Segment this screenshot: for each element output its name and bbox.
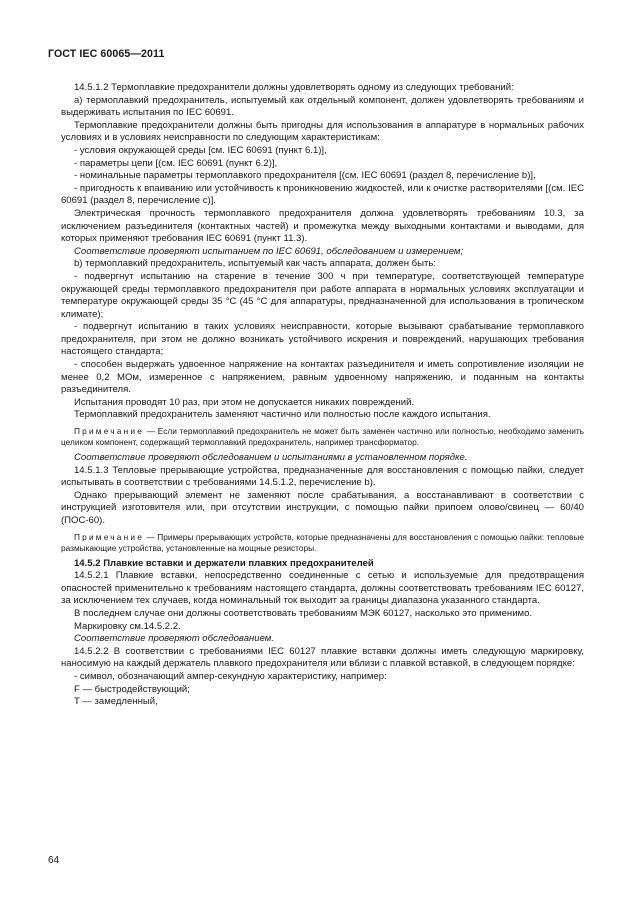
- note-text: — Если термоплавкий предохранитель не может быть заменен частично или полностью, необходимо заменить целиком компонент, содержащий термоплавкий предохранитель, например трансформатор.: [61, 426, 584, 448]
- document-body: [61, 82, 584, 709]
- list-item: - подвергнут испытанию на старение в течение 300 ч при температуре, соответствующей температуре окружающей среды термоплавкого предохранителя при работе аппарата в нормальных условиях эксплуатации и температуре окружающей среды 35 °С (45 °С для аппаратуры, предназначенной для использования в тропическом климате);: [61, 270, 584, 320]
- paragraph: 14.5.1.2 Термоплавкие предохранители должны удовлетворять одному из следующих требований:: [74, 82, 514, 93]
- list-item: - способен выдержать удвоенное напряжение на контактах разъединителя и иметь сопротивление изоляции не менее 0,2 МОм, измеренное с напряжением, равным удвоенному напряжению, и поданным на контакты разъединителя.: [61, 359, 584, 396]
- paragraph: Однако прерывающий элемент не заменяют после срабатывания, а восстанавливают в соответствии с инструкцией изготовителя или, при отсутствии инструкции, с помощью пайки припоем олово/свинец — 60/40 (ПОС-60).: [61, 489, 584, 526]
- compliance-statement: Соответствие проверяют обследованием и испытаниями в установленном порядке.: [74, 452, 468, 464]
- page-number: 64: [48, 855, 60, 866]
- paragraph: а) термоплавкий предохранитель, испытуемый как отдельный компонент, должен удовлетворять требованиям и выдерживать испытания по IEC 60691.: [61, 94, 584, 119]
- paragraph: b) термоплавкий предохранитель, испытуемый как часть аппарата, должен быть:: [74, 258, 436, 270]
- list-item: - подвергнут испытанию в таких условиях неисправности, которые вызывают срабатывание термоплавкого предохранителя, при этом не должно возникать устойчивого искрения и повреждений, нарушающих требования настоящего стандарта;: [61, 321, 584, 358]
- note-text: — Примеры прерывающих устройств, которые предназначены для восстановления с помощью пайки: тепловые размыкающие устройства, установленные на мощные резисторы.: [61, 531, 584, 553]
- list-item: T — замедленный,: [74, 696, 158, 708]
- note: [61, 532, 584, 554]
- paragraph: 14.5.2.2 В соответствии с требованиями IEC 60127 плавкие вставки должны иметь следующую маркировку, наносимую на каждый держатель плавкого предохранителя или вблизи с плавкой вставкой, в следующем порядке:: [61, 645, 584, 670]
- note-label: Примечание: [74, 426, 145, 437]
- list-item: - пригодность к впаиванию или устойчивость к проникновению жидкостей, или к очистке растворителями [(см. IEC 60691 (раздел 8, перечисление с)].: [61, 182, 584, 207]
- note: [61, 426, 584, 448]
- paragraph: Маркировку см.14.5.2.2.: [74, 620, 181, 632]
- section-heading: 14.5.2 Плавкие вставки и держатели плавких предохранителей: [74, 557, 374, 569]
- compliance-statement: Соответствие проверяют испытанием по IEC 60691, обследованием и измерением;: [74, 245, 464, 257]
- paragraph: Испытания проводят 10 раз, при этом не допускается никаких повреждений.: [74, 396, 415, 408]
- paragraph: 14.5.1.3 Тепловые прерывающие устройства, предназначенные для восстановления с помощью пайки, следует испытывать в соответствии с требованиями 14.5.1.2, перечисление b).: [61, 464, 584, 489]
- compliance-statement: Соответствие проверяют обследованием.: [74, 633, 274, 645]
- page-header-title: ГОСТ IEC 60065—2011: [48, 48, 165, 60]
- list-item: - символ, обозначающий ампер-секундную характеристику, например:: [74, 670, 387, 682]
- list-item: F — быстродействующий;: [74, 683, 190, 695]
- note-label: Примечание: [74, 531, 145, 542]
- list-item: - условия окружающей среды [см. IEC 60691 (пункт 6.1)],: [74, 144, 327, 156]
- list-item: - номинальные параметры термоплавкого предохранителя [(см. IEC 60691 (раздел 8, перечисление b)],: [74, 170, 536, 182]
- paragraph: В последнем случае они должны соответствовать требованиям МЭК 60127, насколько это применимо.: [74, 607, 533, 619]
- paragraph: 14.5.2.1 Плавкие вставки, непосредственно соединенные с сетью и используемые для предотвращения опасностей применительно к требованиям настоящего стандарта, должны соответствовать требованиям IEC 60127, за исключением тех случаев, когда номинальный ток выходит за границы диапазона указанного стандарта.: [61, 570, 584, 607]
- paragraph: Термоплавкий предохранитель заменяют частично или полностью после каждого испытания.: [74, 409, 491, 421]
- paragraph: Термоплавкие предохранители должны быть пригодны для использования в аппаратуре в нормальных рабочих условиях и в условиях неисправности по следующим характеристикам:: [61, 119, 584, 144]
- list-item: - параметры цепи [(см. IEC 60691 (пункт 6.2)],: [74, 157, 278, 169]
- paragraph: Электрическая прочность термоплавкого предохранителя должна удовлетворять требованиям 10.3, за исключением разъединителя (контактных частей) и промежутка между выходными контактами и выводами, для которых применяют требования IEC 60691 (пункт 11.3).: [61, 207, 584, 245]
